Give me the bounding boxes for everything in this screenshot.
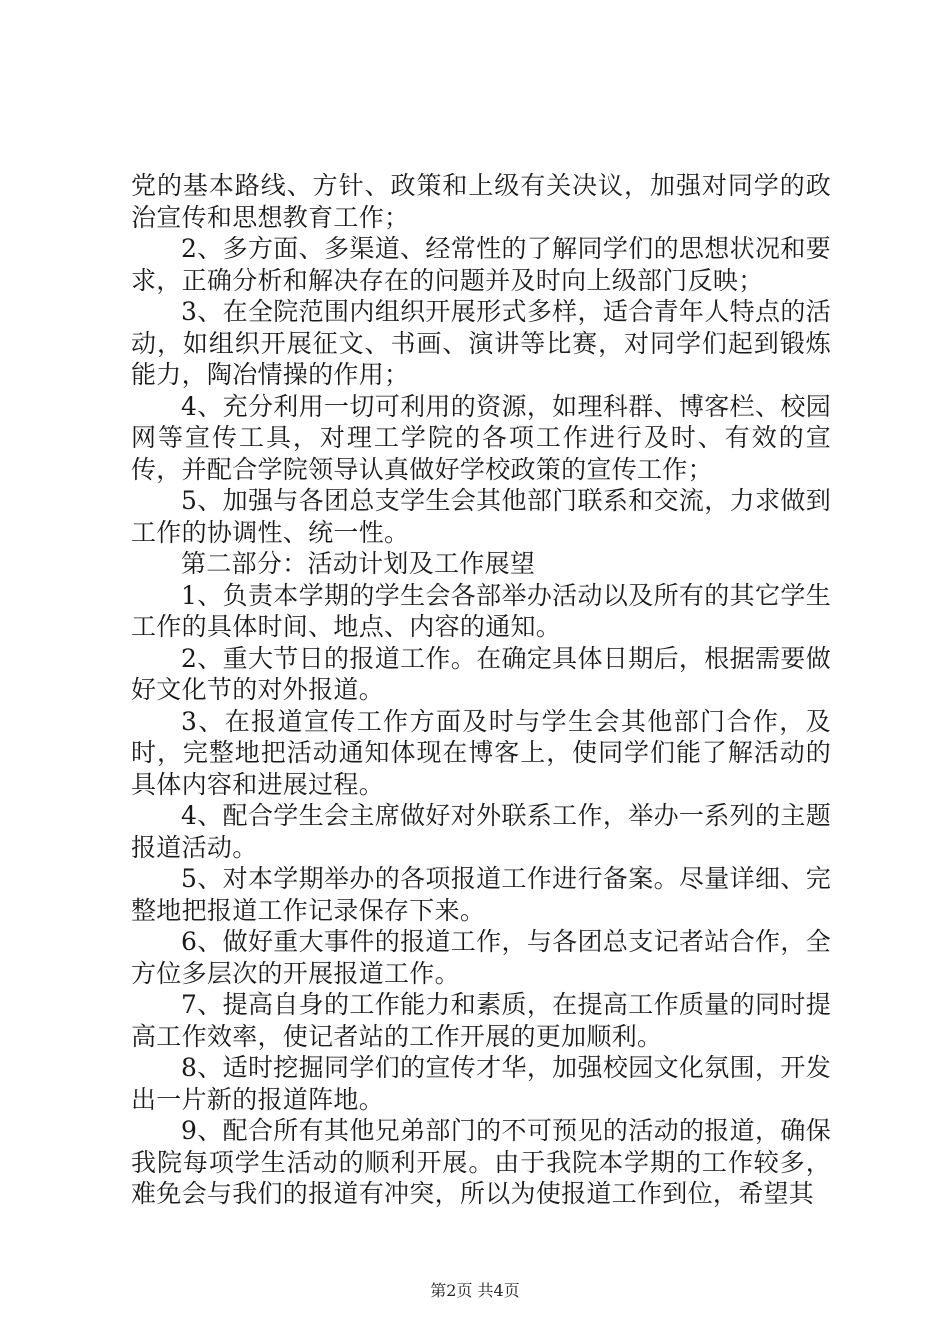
paragraph: 8、适时挖掘同学们的宣传才华，加强校园文化氛围，开发出一片新的报道阵地。 [131, 1053, 831, 1114]
paragraph: 9、配合所有其他兄弟部门的不可预见的活动的报道，确保我院每项学生活动的顺利开展。由于我院本学期的工作较多，难免会与我们的报道有冲突，所以为使报道工作到位，希望其 [131, 1116, 831, 1208]
paragraph: 4、配合学生会主席做好对外联系工作，举办一系列的主题报道活动。 [131, 801, 831, 862]
document-body [131, 170, 831, 1210]
page-number-footer: 第2页 共4页 [430, 1281, 520, 1300]
paragraph: 7、提高自身的工作能力和素质，在提高工作质量的同时提高工作效率，使记者站的工作开展的更加顺利。 [131, 990, 831, 1051]
paragraph: 5、加强与各团总支学生会其他部门联系和交流，力求做到工作的协调性、统一性。 [131, 486, 831, 547]
paragraph: 5、对本学期举办的各项报道工作进行备案。尽量详细、完整地把报道工作记录保存下来。 [131, 864, 831, 925]
paragraph: 2、多方面、多渠道、经常性的了解同学们的思想状况和要求，正确分析和解决存在的问题并及时向上级部门反映； [131, 234, 831, 295]
paragraph: 1、负责本学期的学生会各部举办活动以及所有的其它学生工作的具体时间、地点、内容的通知。 [131, 580, 831, 641]
section-heading: 第二部分：活动计划及工作展望 [181, 549, 536, 578]
paragraph: 2、重大节日的报道工作。在确定具体日期后，根据需要做好文化节的对外报道。 [131, 643, 831, 704]
paragraph: 3、在全院范围内组织开展形式多样，适合青年人特点的活动，如组织开展征文、书画、演讲等比赛，对同学们起到锻炼能力，陶冶情操的作用； [131, 297, 831, 389]
paragraph: 4、充分利用一切可利用的资源，如理科群、博客栏、校园网等宣传工具，对理工学院的各项工作进行及时、有效的宣传，并配合学院领导认真做好学校政策的宣传工作； [131, 391, 831, 484]
paragraph: 6、做好重大事件的报道工作，与各团总支记者站合作，全方位多层次的开展报道工作。 [131, 927, 831, 988]
paragraph: 党的基本路线、方针、政策和上级有关决议，加强对同学的政治宣传和思想教育工作； [131, 171, 831, 232]
paragraph: 3、在报道宣传工作方面及时与学生会其他部门合作，及时，完整地把活动通知体现在博客上，使同学们能了解活动的具体内容和进展过程。 [131, 706, 831, 799]
